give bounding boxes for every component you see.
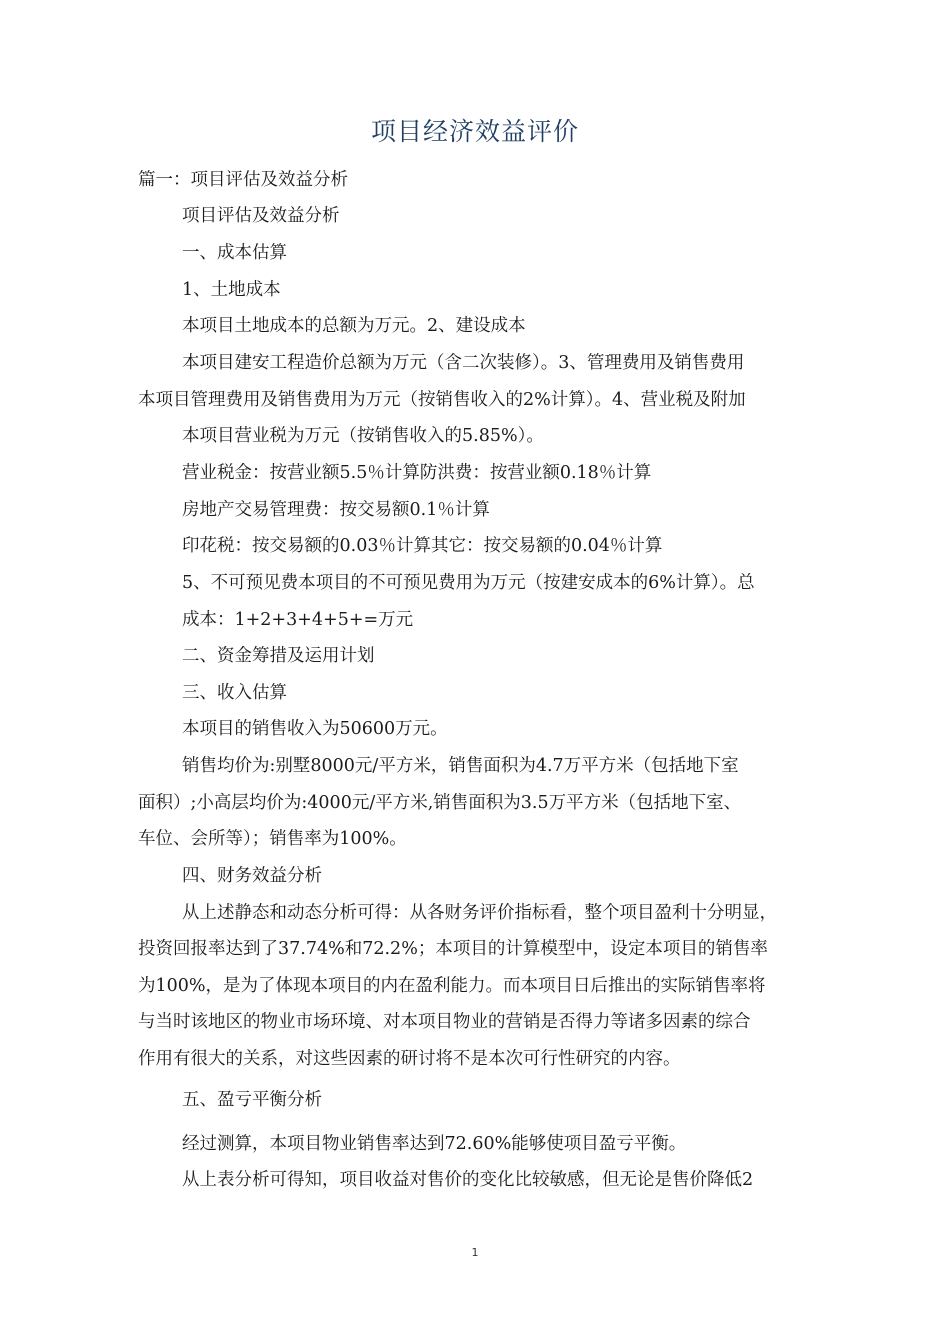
text-line: 5、不可预见费本项目的不可预见费用为万元（按建安成本的6%计算）。总: [182, 573, 755, 593]
text-line: 与当时该地区的物业市场环境、对本项目物业的营销是否得力等诸多因素的综合: [138, 1012, 751, 1032]
text-line: 本项目建安工程造价总额为万元（含二次装修）。3、管理费用及销售费用: [182, 353, 745, 373]
text-line: 篇一：项目评估及效益分析: [138, 170, 348, 190]
text-line: 从上表分析可得知，项目收益对售价的变化比较敏感，但无论是售价降低2: [182, 1170, 754, 1190]
text-line: 作用有很大的关系，对这些因素的研讨将不是本次可行性研究的内容。: [138, 1049, 681, 1069]
text-line: 营业税金：按营业额5.5％计算防洪费：按营业额0.18％计算: [182, 463, 652, 483]
section-heading: 四、财务效益分析: [182, 866, 322, 886]
text-line: 销售均价为:别墅8000元/平方米，销售面积为4.7万平方米（包括地下室: [182, 756, 739, 776]
text-line: 本项目土地成本的总额为万元。2、建设成本: [182, 316, 526, 336]
text-line: 本项目营业税为万元（按销售收入的5.85%）。: [182, 426, 544, 446]
text-line: 项目评估及效益分析: [182, 206, 340, 226]
text-line: 印花税：按交易额的0.03％计算其它：按交易额的0.04％计算: [182, 536, 663, 556]
text-line: 本项目管理费用及销售费用为万元（按销售收入的2%计算）。4、营业税及附加: [138, 390, 746, 410]
text-line: 为100%，是为了体现本项目的内在盈利能力。而本项目日后推出的实际销售率将: [138, 976, 766, 996]
text-line: 成本：1+2+3+4+5+=万元: [182, 610, 414, 630]
text-line: 房地产交易管理费：按交易额0.1％计算: [182, 500, 490, 520]
section-heading: 三、收入估算: [182, 683, 287, 703]
text-line: 面积）;小高层均价为:4000元/平方米,销售面积为3.5万平方米（包括地下室、: [138, 793, 742, 813]
text-line: 本项目的销售收入为50600万元。: [182, 719, 448, 739]
section-heading: 五、盈亏平衡分析: [182, 1090, 322, 1110]
text-line: 车位、会所等）；销售率为100%。: [138, 829, 407, 849]
text-line: 从上述静态和动态分析可得：从各财务评价指标看，整个项目盈利十分明显，: [182, 903, 777, 923]
section-heading: 一、成本估算: [182, 243, 287, 263]
document-title: 项目经济效益评价: [370, 117, 579, 146]
text-line: 投资回报率达到了37.74%和72.2%；本项目的计算模型中，设定本项目的销售率: [138, 939, 768, 959]
section-heading: 二、资金筹措及运用计划: [182, 646, 375, 666]
text-line: 经过测算，本项目物业销售率达到72.60%能够使项目盈亏平衡。: [182, 1134, 687, 1154]
page-number: 1: [471, 1246, 479, 1259]
text-line: 1、土地成本: [182, 280, 281, 300]
